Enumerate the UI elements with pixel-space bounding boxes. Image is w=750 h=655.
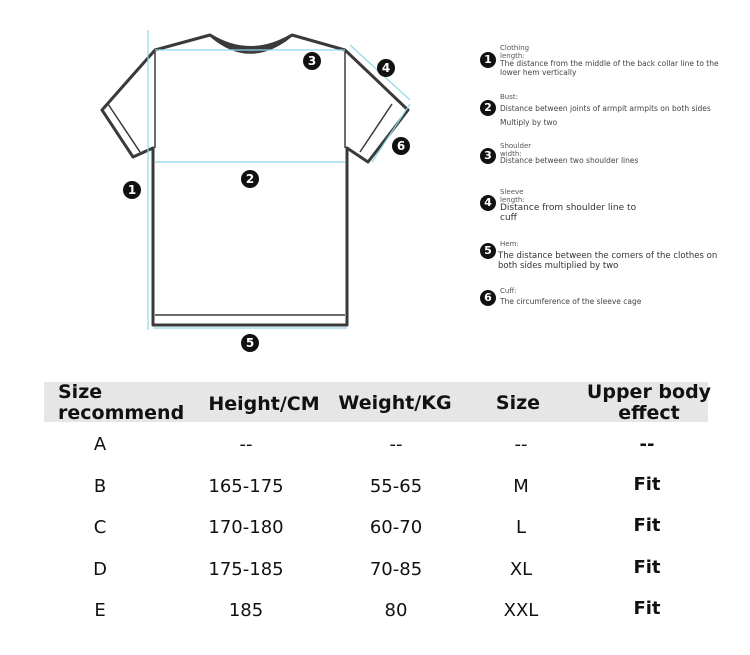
cell-size: XL [509,559,533,580]
legend-name: Hem: [500,240,519,248]
legend-desc: Distance from shoulder line to cuff [500,203,637,223]
header-height: Height/CM [208,393,320,415]
legend-marker: 6 [480,290,496,306]
header-upper-body-effect: Upper body effect [586,381,712,424]
marker-2: 2 [241,170,259,188]
marker-4: 4 [377,59,395,77]
cell-size-recommend: D [93,559,107,580]
marker-3: 3 [303,52,321,70]
cell-size-recommend: A [93,434,107,455]
cell-size-recommend: E [94,600,106,621]
cell-height: 170-180 [208,517,284,538]
cell-height: -- [239,434,253,455]
legend-extra: Multiply by two [500,118,558,127]
cell-weight: -- [389,434,403,455]
cell-size: -- [514,434,528,455]
legend-marker: 5 [480,243,496,259]
cell-effect: -- [639,434,655,455]
legend-name: Sleeve length: [500,188,525,204]
cell-size: XXL [503,600,539,621]
legend-name: Cuff: [500,287,517,295]
tshirt-diagram [0,0,460,370]
cell-size: L [515,517,527,538]
legend-name: Shoulder width: [500,142,532,158]
cell-weight: 80 [384,600,408,621]
header-size-recommend: Size recommend [58,381,185,424]
legend-desc: Distance between two shoulder lines [500,156,639,165]
cell-effect: Fit [633,598,661,619]
cell-height: 175-185 [208,559,284,580]
cell-effect: Fit [633,474,661,495]
legend-marker: 1 [480,52,496,68]
cell-size-recommend: C [93,517,107,538]
cell-height: 165-175 [208,476,284,497]
legend-desc: The circumference of the sleeve cage [500,297,642,306]
legend-desc: The distance from the middle of the back collar line to the lower hem vertically [500,59,719,77]
marker-1: 1 [123,181,141,199]
header-weight: Weight/KG [338,392,452,414]
marker-6: 6 [392,137,410,155]
cell-size-recommend: B [93,476,107,497]
cell-weight: 70-85 [369,559,423,580]
legend-name: Clothing length: [500,44,530,60]
legend-marker: 3 [480,148,496,164]
cell-weight: 55-65 [369,476,423,497]
legend-marker: 4 [480,195,496,211]
cell-weight: 60-70 [369,517,423,538]
marker-5: 5 [241,334,259,352]
right-cuff-seam [360,104,392,152]
table-header [44,381,712,424]
cell-height: 185 [228,600,264,621]
legend-name: Bust: [500,93,518,101]
cell-effect: Fit [633,557,661,578]
legend-desc: The distance between the corners of the clothes on both sides multiplied by two [498,251,718,271]
cell-effect: Fit [633,515,661,536]
cell-size: M [513,476,529,497]
legend-desc: Distance between joints of armpit armpits on both sides [500,104,711,113]
header-size: Size [495,392,541,414]
legend-marker: 2 [480,100,496,116]
